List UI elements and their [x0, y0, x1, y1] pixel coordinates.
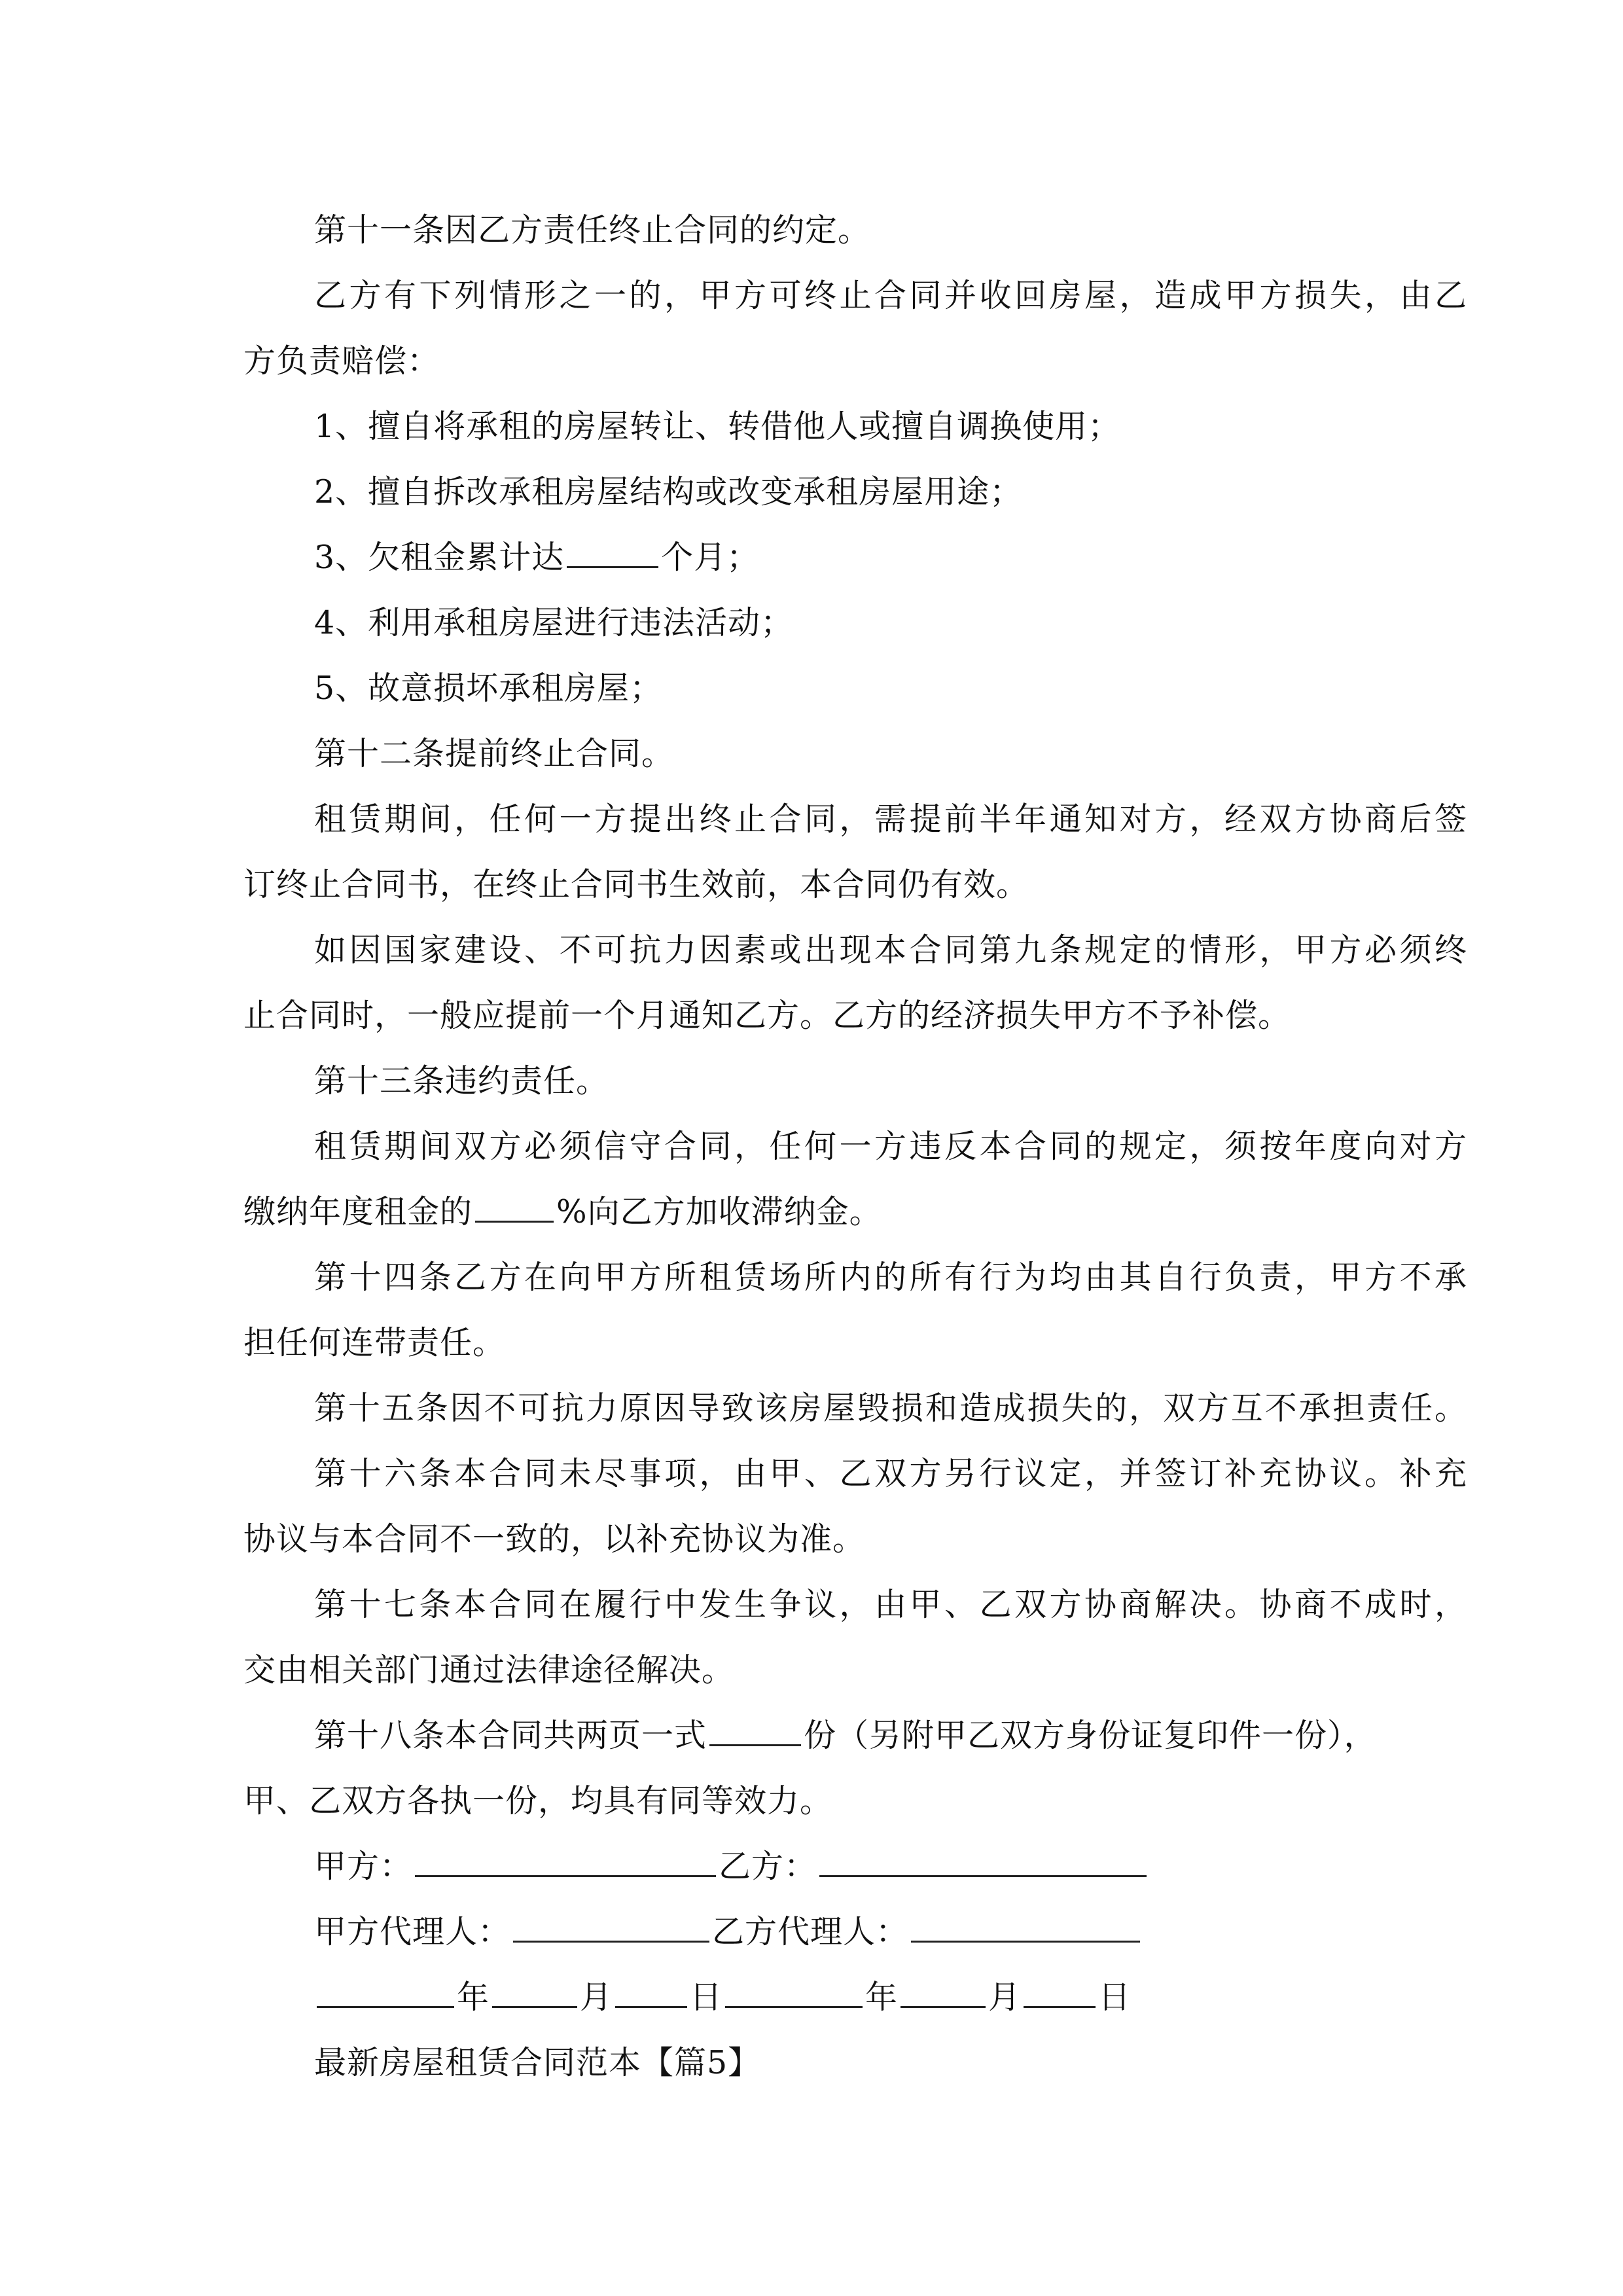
art13-body-prefix: 缴纳年度租金的 — [243, 1193, 473, 1230]
art15: 第十五条因不可抗力原因导致该房屋毁损和造成损失的，双方互不承担责任。 — [314, 1390, 1467, 1427]
day-label-a: 日 — [690, 1979, 723, 2016]
art14-line-2: 担任何连带责任。 — [243, 1324, 506, 1361]
art16-line-2: 协议与本合同不一致的，以补充协议为准。 — [243, 1520, 866, 1558]
art18-suffix: 份（另附甲乙双方身份证复印件一份）， — [804, 1717, 1377, 1754]
art12-body1-line-1: 租赁期间，任何一方提出终止合同，需提前半年通知对方，经双方协商后签 — [314, 800, 1467, 838]
art11-item-4: 4、利用承租房屋进行违法活动； — [314, 604, 794, 641]
year-label-b: 年 — [865, 1979, 899, 2016]
art12-body1-line-2: 订终止合同书，在终止合同书生效前，本合同仍有效。 — [243, 866, 1029, 903]
art12-body2-line-1: 如因国家建设、不可抗力因素或出现本合同第九条规定的情形，甲方必须终 — [314, 931, 1467, 969]
art13-body-suffix: %向乙方加收滞纳金。 — [556, 1193, 882, 1230]
art11-item-3-prefix: 3、欠租金累计达 — [314, 539, 565, 576]
art17-line-1: 第十七条本合同在履行中发生争议，由甲、乙双方协商解决。协商不成时， — [314, 1586, 1467, 1623]
months-blank — [567, 527, 658, 568]
party-a-day-field[interactable] — [615, 1967, 687, 2008]
party-a-label: 甲方： — [314, 1848, 413, 1885]
next-section-title: 最新房屋租赁合同范本【篇5】 — [314, 2044, 761, 2081]
party-b-year-field[interactable] — [725, 1967, 863, 2008]
agent-b-signature-field[interactable] — [911, 1901, 1140, 1943]
art14-line-1: 第十四条乙方在向甲方所租赁场所内的所有行为均由其自行负责，甲方不承 — [314, 1259, 1467, 1296]
art18-line-2: 甲、乙双方各执一份，均具有同等效力。 — [243, 1782, 833, 1820]
party-a-month-field[interactable] — [492, 1967, 577, 2008]
art11-item-5: 5、故意损坏承租房屋； — [314, 670, 663, 707]
art11-item-1: 1、擅自将承租的房屋转让、转借他人或擅自调换使用； — [314, 408, 1121, 445]
copies-blank — [709, 1705, 801, 1746]
art11-item-3-suffix: 个月； — [661, 539, 760, 576]
agent-b-label: 乙方代理人： — [712, 1913, 909, 1950]
percent-blank — [475, 1181, 554, 1223]
agent-a-signature-field[interactable] — [513, 1901, 709, 1943]
year-label-a: 年 — [457, 1979, 490, 2016]
month-label-a: 月 — [580, 1979, 613, 2016]
party-a-signature-field[interactable] — [415, 1836, 716, 1877]
art18-prefix: 第十八条本合同共两页一式 — [314, 1717, 707, 1754]
party-b-label: 乙方： — [719, 1848, 817, 1885]
art16-line-1: 第十六条本合同未尽事项，由甲、乙双方另行议定，并签订补充协议。补充 — [314, 1455, 1467, 1492]
art17-line-2: 交由相关部门通过法律途径解决。 — [243, 1651, 735, 1689]
agent-a-label: 甲方代理人： — [314, 1913, 511, 1950]
party-b-signature-field[interactable] — [819, 1836, 1147, 1877]
art13-body-line-1: 租赁期间双方必须信守合同，任何一方违反本合同的规定，须按年度向对方 — [314, 1128, 1467, 1165]
party-b-month-field[interactable] — [901, 1967, 986, 2008]
party-a-year-field[interactable] — [317, 1967, 454, 2008]
art12-body2-line-2: 止合同时，一般应提前一个月通知乙方。乙方的经济损失甲方不予补偿。 — [243, 997, 1291, 1034]
party-b-day-field[interactable] — [1024, 1967, 1096, 2008]
art11-body-line-2: 方负责赔偿： — [243, 342, 440, 380]
day-label-b: 日 — [1098, 1979, 1132, 2016]
art13-title: 第十三条违约责任。 — [314, 1062, 609, 1100]
month-label-b: 月 — [988, 1979, 1022, 2016]
art11-item-2: 2、擅自拆改承租房屋结构或改变承租房屋用途； — [314, 473, 1023, 511]
art11-body-line-1: 乙方有下列情形之一的，甲方可终止合同并收回房屋，造成甲方损失，由乙 — [314, 277, 1467, 314]
art11-title: 第十一条因乙方责任终止合同的约定。 — [314, 211, 871, 249]
art12-title: 第十二条提前终止合同。 — [314, 735, 675, 772]
